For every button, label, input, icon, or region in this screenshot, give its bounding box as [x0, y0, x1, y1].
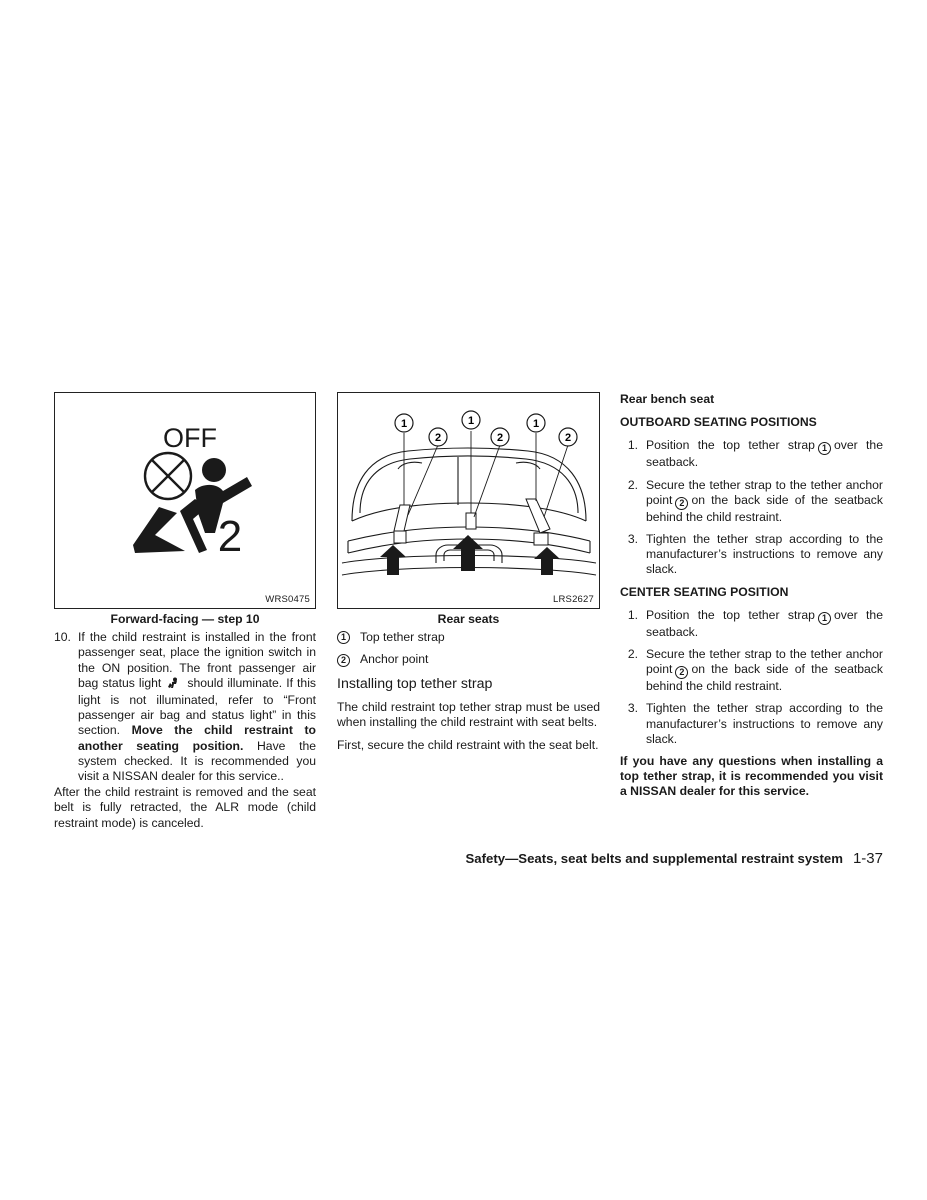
callout-1: 1 [532, 418, 540, 430]
marker-2-icon: 2 [337, 654, 350, 667]
step-10 [54, 630, 316, 784]
paragraph: First, secure the child restraint with the seat belt. [337, 738, 599, 753]
step-text [78, 630, 316, 784]
page-footer [466, 850, 884, 867]
item-text: Secure the tether strap to the tether anchor point [646, 647, 883, 677]
callout-1: 1 [467, 415, 475, 427]
item-number: 2. [627, 647, 638, 662]
legend-item [337, 630, 600, 645]
section-heading: Rear bench seat [620, 392, 715, 406]
step-text-a: If the child restraint is installed in the front passenger seat, place the ignition switch in the ON position. The front passenger air bag status light [78, 630, 316, 690]
callout-markers [395, 411, 577, 446]
figure-airbag-status [54, 392, 316, 609]
item-text: Position the top tether strap [646, 438, 815, 453]
item-number: 2. [627, 477, 638, 492]
item-text: on the back side of the seatback behind the child restraint. [646, 492, 883, 524]
step-text-b: should illuminate. If this light is not illuminated, refer to “Front passenger air bag and status light” in this section. [78, 675, 317, 738]
airbag-status-light-icon [167, 677, 179, 693]
footer-section-title: Safety—Seats, seat belts and supplemental restraint system [465, 851, 843, 866]
section-heading: Installing top tether strap [337, 675, 493, 692]
item-number: 1. [627, 438, 638, 453]
subsection-heading-outboard: OUTBOARD SEATING POSITIONS [620, 415, 817, 430]
step-text-bold: Move the child restraint to another seating position. [78, 723, 316, 753]
callout-2: 2 [564, 432, 572, 444]
step-number: 10. [54, 630, 71, 645]
item-text: Position the top tether strap [646, 607, 815, 622]
marker-1-icon: 1 [818, 612, 831, 625]
alr-mode-paragraph: After the child restraint is removed and the seat belt is fully retracted, the ALR mode (child restraint mode) is canceled. [54, 785, 316, 830]
list-item [620, 647, 883, 694]
item-text: on the back side of the seatback behind the child restraint. [646, 662, 883, 694]
off-label: OFF [163, 423, 217, 453]
list-item [620, 438, 883, 470]
figure-caption: Rear seats [437, 612, 500, 626]
list-item [620, 608, 883, 640]
list-item [620, 532, 883, 578]
rear-seats-illustration [338, 393, 599, 608]
item-text: over the seatback. [646, 607, 883, 639]
closing-note: If you have any questions when installing a top tether strap, it is recommended you visit a NISSAN dealer for this service. [620, 754, 883, 799]
item-text: Tighten the tether strap according to the manufacturer’s instructions to remove any slack. [646, 532, 883, 577]
list-item [620, 478, 883, 525]
item-number: 3. [627, 701, 638, 716]
figure-code: LRS2627 [552, 594, 594, 605]
page-number: 1-37 [852, 850, 883, 867]
paragraph: The child restraint top tether strap must be used when installing the child restraint with seat belts. [337, 699, 600, 729]
figure-rear-seats [337, 392, 600, 609]
item-text: Secure the tether strap to the tether anchor point [646, 477, 883, 507]
marker-1-icon: 1 [337, 631, 350, 644]
legend-label: Anchor point [360, 652, 429, 667]
callout-2: 2 [496, 432, 504, 444]
legend-label: Top tether strap [360, 630, 445, 645]
column-middle [337, 392, 600, 753]
column-right [620, 392, 883, 800]
item-number: 3. [627, 532, 638, 547]
figure-code: WRS0475 [265, 594, 310, 605]
legend-item [337, 652, 600, 667]
list-item [620, 701, 883, 747]
marker-2-icon: 2 [675, 497, 688, 510]
item-text: Tighten the tether strap according to the manufacturer’s instructions to remove any slack. [646, 701, 883, 746]
callout-2: 2 [434, 432, 442, 444]
seat-number-digit: 2 [217, 512, 243, 561]
item-number: 1. [627, 607, 638, 622]
column-left [54, 392, 316, 831]
figure-caption: Forward-facing — step 10 [110, 612, 260, 626]
callout-1: 1 [400, 418, 408, 430]
marker-2-icon: 2 [675, 666, 688, 679]
crossed-circle-icon [145, 453, 191, 499]
marker-1-icon: 1 [818, 442, 831, 455]
subsection-heading-center: CENTER SEATING POSITION [620, 584, 789, 599]
passenger-airbag-off-illustration [55, 393, 315, 608]
step-text-c: Have the system checked. It is recommended you visit a NISSAN dealer for this service.. [78, 738, 317, 784]
item-text: over the seatback. [646, 438, 883, 470]
